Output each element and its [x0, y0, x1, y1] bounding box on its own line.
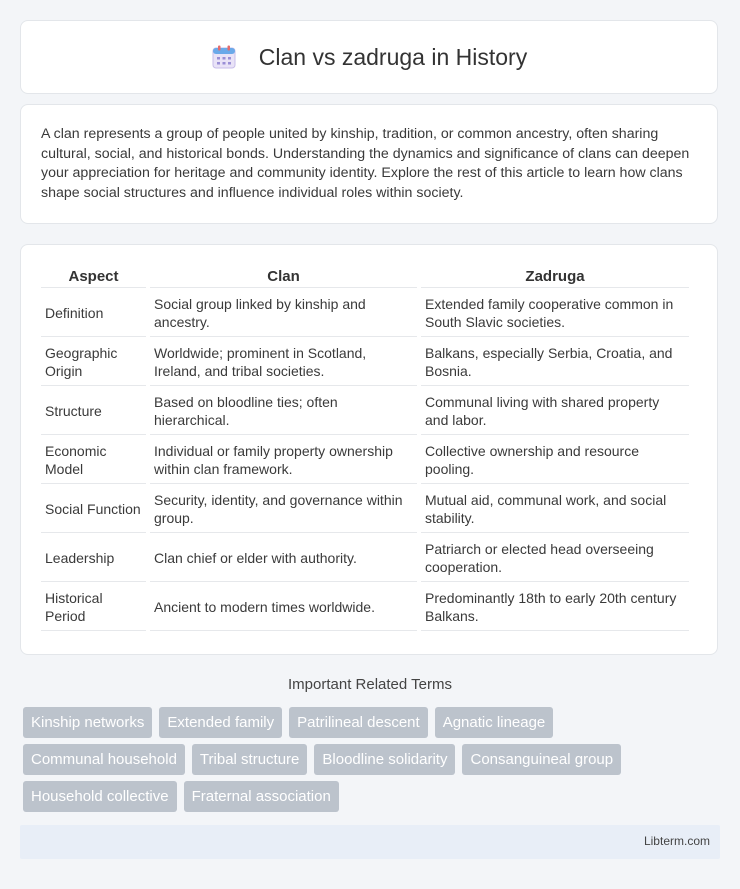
zadruga-cell: Patriarch or elected head overseeing cooperation. — [421, 535, 689, 582]
table-row — [41, 290, 689, 337]
tag-agnatic-lineage[interactable]: Agnatic lineage — [435, 707, 554, 738]
clan-cell: Security, identity, and governance within group. — [150, 486, 417, 533]
tag-household-collective[interactable]: Household collective — [23, 781, 177, 812]
aspect-cell: Definition — [41, 290, 146, 337]
table-row — [41, 486, 689, 533]
table-row — [41, 584, 689, 631]
comparison-table — [37, 263, 693, 633]
table-row — [41, 437, 689, 484]
calendar-icon — [211, 44, 237, 70]
clan-cell: Ancient to modern times worldwide. — [150, 584, 417, 631]
tag-row — [23, 707, 723, 738]
comparison-card — [20, 244, 718, 655]
zadruga-cell: Collective ownership and resource pooling. — [421, 437, 689, 484]
aspect-cell: Geographic Origin — [41, 339, 146, 386]
intro-text: A clan represents a group of people united by kinship, tradition, or common ancestry, often sharing cultural, social, and historical bonds. Understanding the dynamics and significance of clans can deepen your appreciation for heritage and community identity. Explore the rest of this article to learn how clans shape social structures and influence individual roles within society. — [41, 126, 690, 201]
header-zadruga: Zadruga — [421, 265, 689, 288]
tag-tribal-structure[interactable]: Tribal structure — [192, 744, 307, 775]
clan-cell: Based on bloodline ties; often hierarchical. — [150, 388, 417, 435]
related-terms-list — [23, 707, 723, 818]
zadruga-cell: Mutual aid, communal work, and social stability. — [421, 486, 689, 533]
aspect-cell: Structure — [41, 388, 146, 435]
aspect-cell: Social Function — [41, 486, 146, 533]
related-terms-title: Important Related Terms — [288, 676, 452, 693]
tag-consanguineal-group[interactable]: Consanguineal group — [462, 744, 621, 775]
clan-cell: Worldwide; prominent in Scotland, Ireland, and tribal societies. — [150, 339, 417, 386]
clan-cell: Social group linked by kinship and ancestry. — [150, 290, 417, 337]
tag-row — [23, 744, 723, 775]
header-clan: Clan — [150, 265, 417, 288]
tag-fraternal-association[interactable]: Fraternal association — [184, 781, 339, 812]
header-aspect: Aspect — [41, 265, 146, 288]
table-row — [41, 388, 689, 435]
footer — [20, 825, 720, 859]
tag-communal-household[interactable]: Communal household — [23, 744, 185, 775]
aspect-cell: Historical Period — [41, 584, 146, 631]
zadruga-cell: Balkans, especially Serbia, Croatia, and Bosnia. — [421, 339, 689, 386]
zadruga-cell: Predominantly 18th to early 20th century Balkans. — [421, 584, 689, 631]
tag-row — [23, 781, 723, 812]
tag-bloodline-solidarity[interactable]: Bloodline solidarity — [314, 744, 455, 775]
table-header-row — [41, 265, 689, 288]
aspect-cell: Leadership — [41, 535, 146, 582]
title-card — [20, 20, 718, 94]
aspect-cell: Economic Model — [41, 437, 146, 484]
tag-extended-family[interactable]: Extended family — [159, 707, 282, 738]
zadruga-cell: Extended family cooperative common in South Slavic societies. — [421, 290, 689, 337]
footer-site-link[interactable]: Libterm.com — [643, 834, 710, 848]
page-title: Clan vs zadruga in History — [258, 43, 528, 70]
table-row — [41, 535, 689, 582]
table-row — [41, 339, 689, 386]
clan-cell: Individual or family property ownership within clan framework. — [150, 437, 417, 484]
tag-patrilineal-descent[interactable]: Patrilineal descent — [289, 707, 428, 738]
intro-card — [20, 104, 718, 224]
tag-kinship-networks[interactable]: Kinship networks — [23, 707, 152, 738]
zadruga-cell: Communal living with shared property and labor. — [421, 388, 689, 435]
clan-cell: Clan chief or elder with authority. — [150, 535, 417, 582]
